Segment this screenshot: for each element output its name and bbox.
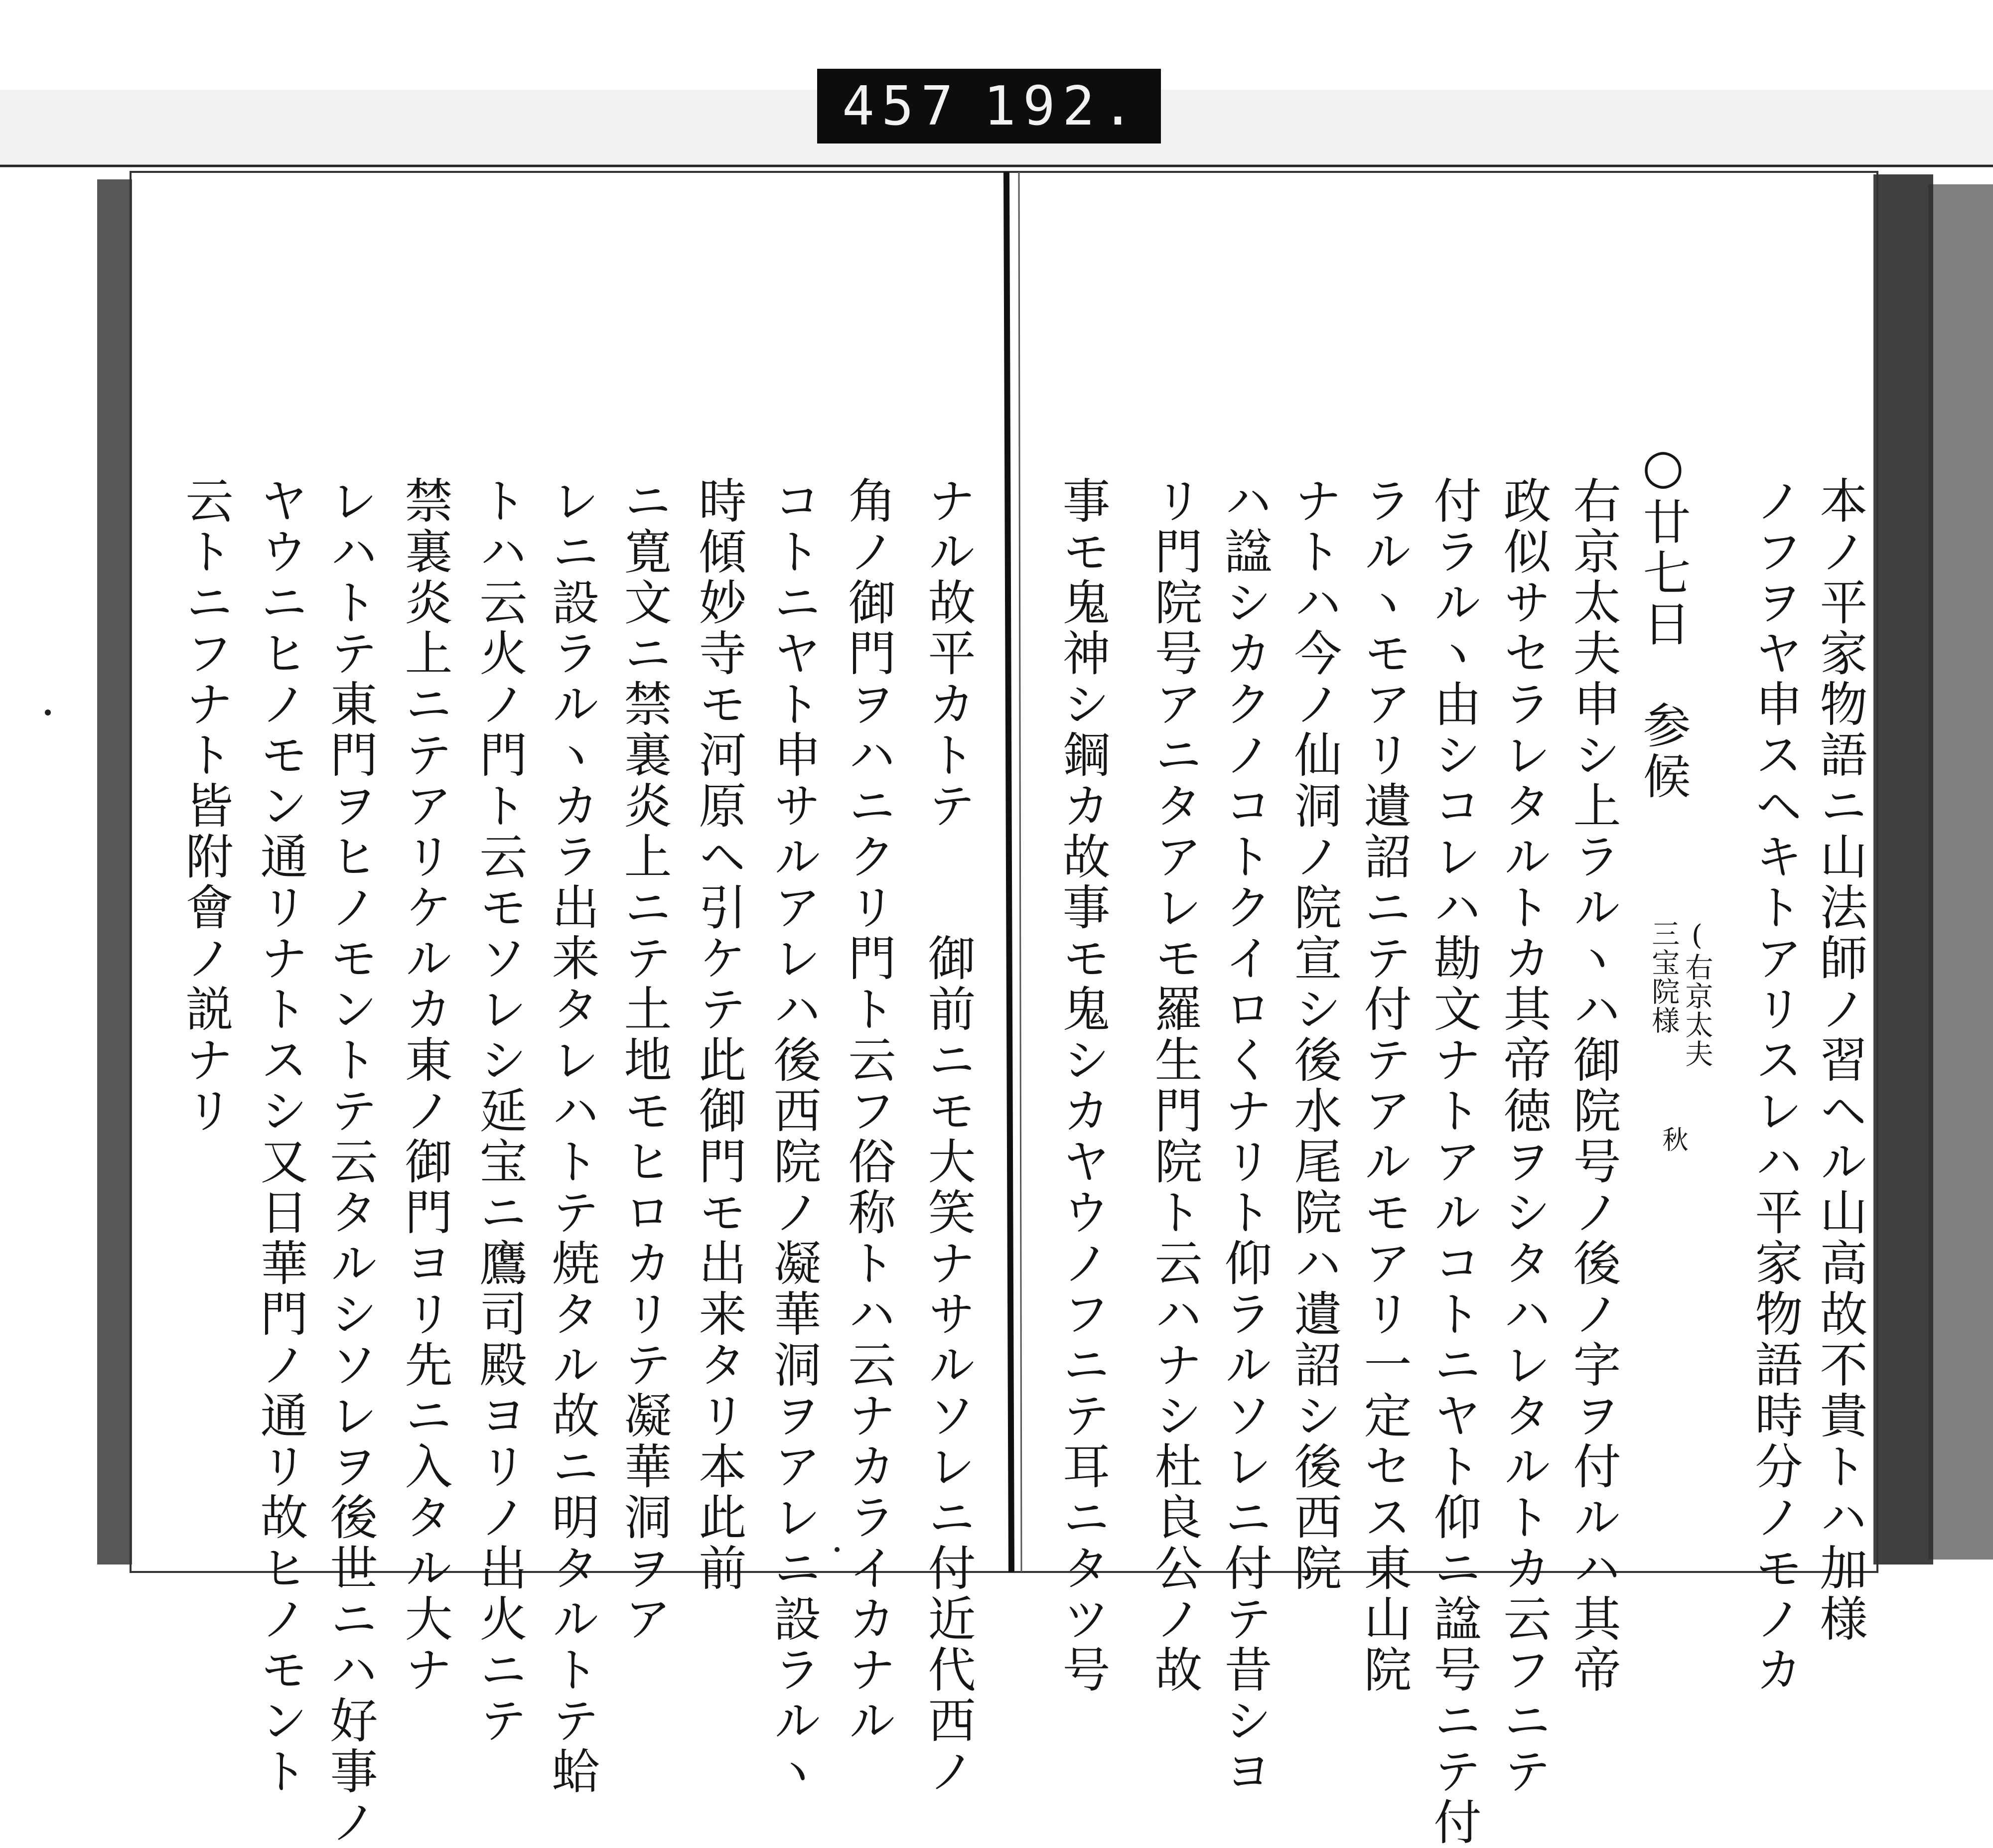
right-page-small-annotation: 秋 xyxy=(1658,1126,1688,1152)
right-page-column: 事モ鬼神シ鋼カ故事モ鬼シカヤウノフニテ耳ニタツ号 xyxy=(1055,476,1111,1696)
left-page-column: 角ノ御門ヲハニクリ門ト云フ俗称トハ云ナカライカナル xyxy=(841,476,896,1746)
right-page-column: リ門院号アニタアレモ羅生門院ト云ハナシ杜良公ノ故 xyxy=(1147,476,1203,1696)
archive-number-label xyxy=(817,69,1161,143)
right-page-column: ラルヽモアリ遺詔ニテ付テアルモアリ一定セス東山院 xyxy=(1356,476,1412,1696)
left-page-column: ヤウニヒノモン通リナトスシ又日華門ノ通リ故ヒノモント xyxy=(253,476,308,1797)
right-page-heading-date: ○廿七日 参候 xyxy=(1635,438,1691,802)
left-page-column: ナル故平カトテ 御前ニモ大笑ナサルソレニ付近代西ノ xyxy=(920,476,976,1797)
right-page-column: ナトハ今ノ仙洞ノ院宣シ後水尾院ハ遺詔シ後西院 xyxy=(1286,476,1342,1594)
right-page-column: 付ラルヽ由シコレハ勘文ナトアルコトニヤト仰ニ諡号ニテ付 xyxy=(1426,476,1482,1848)
left-page-column: 時傾妙寺モ河原ヘ引ケテ此御門モ出来タリ本此前 xyxy=(691,476,747,1594)
archive-page-number: 192. xyxy=(983,75,1141,138)
left-page-column: レハトテ東門ヲヒノモントテ云タルシソレヲ後世ニハ好事ノ xyxy=(322,476,378,1848)
left-page-column: ニ寛文ニ禁裏炎上ニテ土地モヒロカリテ凝華洞ヲア xyxy=(616,476,672,1645)
right-page-note-line: 三宝院様 xyxy=(1647,919,1680,1035)
archive-volume-number: 457 xyxy=(842,75,961,138)
right-page-column: 政似サセラレタルトカ其帝徳ヲシタハレタルトカ云フニテ xyxy=(1496,476,1552,1797)
right-page-column: 本ノ平家物語ニ山法師ノ習ヘル山高故不貴トハ加様 xyxy=(1812,476,1868,1645)
right-page-note-line: (右京太夫 xyxy=(1681,919,1713,1068)
right-page-column: 右京太夫申シ上ラルヽハ御院号ノ後ノ字ヲ付ルハ其帝 xyxy=(1566,476,1621,1696)
right-page-column: ハ諡シカクノコトクイロくナリト仰ラルソレニ付テ昔シヨ xyxy=(1217,476,1273,1797)
left-page-column: 禁裏炎上ニテアリケルカ東ノ御門ヨリ先ニ入タル大ナ xyxy=(397,476,453,1696)
left-page-column: コトニヤト申サルアレハ後西院ノ凝華洞ヲアレニ設ラルヽ xyxy=(766,476,822,1797)
right-page-column: ノフヲヤ申スヘキトアリスレハ平家物語時分ノモノカ xyxy=(1747,476,1803,1696)
right-page-margin-note xyxy=(1647,919,1713,1068)
left-page-column: トハ云火ノ門ト云モソレシ延宝ニ鷹司殿ヨリノ出火ニテ xyxy=(472,476,528,1746)
left-page-column: 云トニフナト皆附會ノ説ナリ xyxy=(178,476,234,1137)
left-page-column: レニ設ラルヽカラ出来タレハトテ焼タル故ニ明タルトテ蛤 xyxy=(544,476,600,1797)
